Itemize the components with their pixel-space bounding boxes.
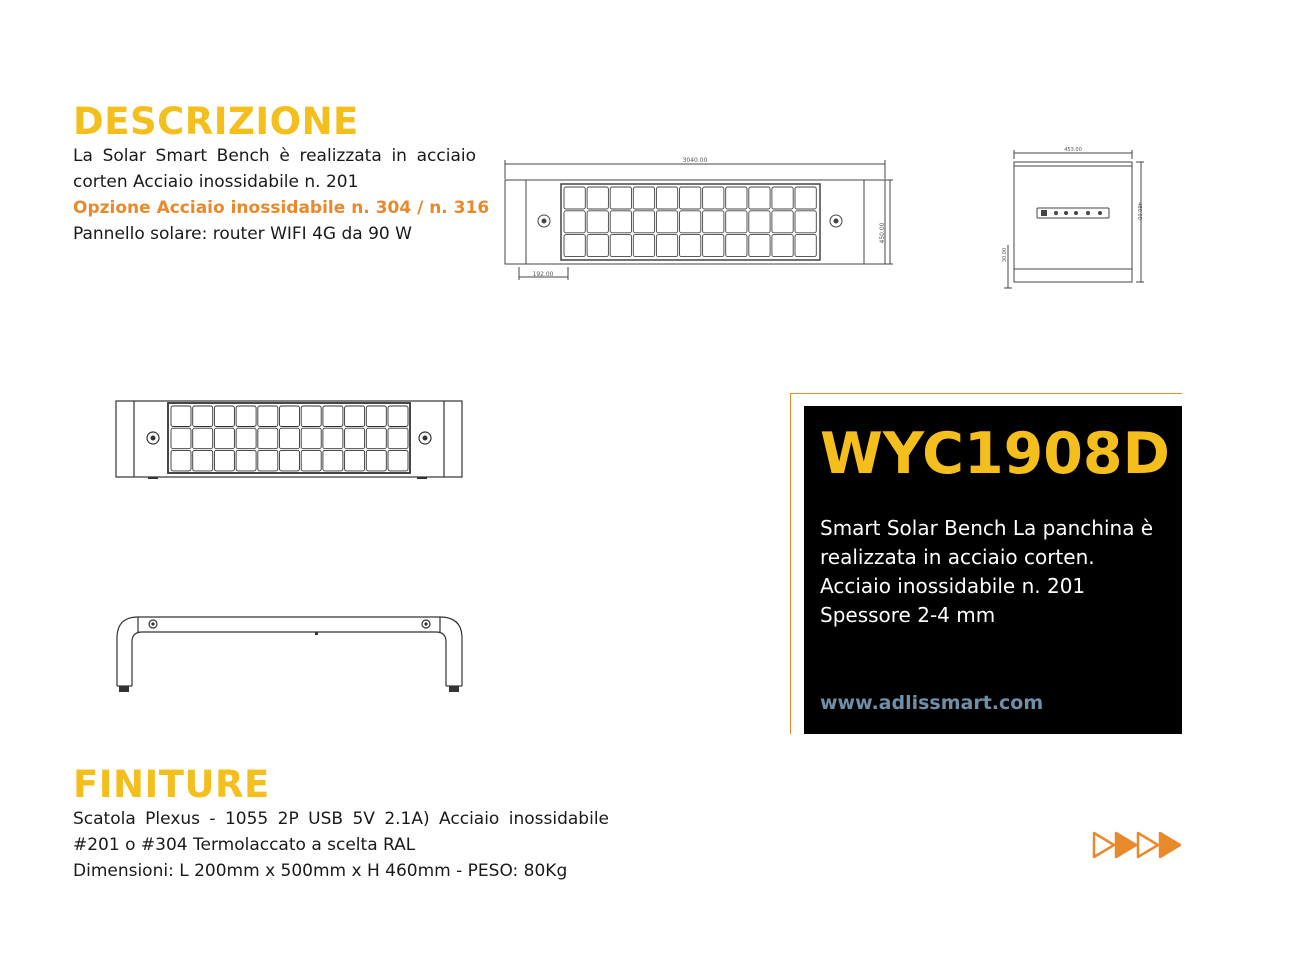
descrizione-heading: DESCRIZIONE <box>73 100 359 143</box>
solar-cell <box>193 428 213 449</box>
solar-cell <box>610 235 631 257</box>
solar-cell <box>795 235 816 257</box>
height-dimension: 450.00 <box>879 222 886 244</box>
solar-cell <box>345 406 365 427</box>
solar-cell <box>171 406 191 427</box>
solar-cell <box>587 235 608 257</box>
bench-top-view <box>112 396 467 481</box>
solar-cell <box>236 428 256 449</box>
solar-cell <box>703 187 724 209</box>
next-arrows-icon[interactable] <box>1092 830 1184 860</box>
offset-dimension: 192.00 <box>532 271 554 278</box>
solar-cell <box>301 450 321 471</box>
solar-cell <box>236 450 256 471</box>
solar-cell <box>633 187 654 209</box>
solar-cell <box>345 428 365 449</box>
solar-cell <box>366 450 386 471</box>
finiture-line-1: Scatola Plexus - 1055 2P USB 5V 2.1A) Acciaio inossidabile <box>73 809 609 829</box>
product-desc-line: Acciaio inossidabile n. 201 <box>820 574 1086 598</box>
descrizione-text <box>73 143 490 247</box>
website-link[interactable]: www.adlissmart.com <box>820 692 1044 714</box>
solar-cell <box>214 450 234 471</box>
solar-cell <box>772 211 793 233</box>
solar-cell <box>680 235 701 257</box>
solar-cell <box>280 428 300 449</box>
solar-cell <box>795 187 816 209</box>
side-height-dimension: 460.00 <box>1136 202 1142 220</box>
width-dimension: 3040.00 <box>682 157 708 164</box>
solar-cell <box>214 428 234 449</box>
product-code: WYC1908D <box>820 421 1170 487</box>
solar-cell <box>214 406 234 427</box>
solar-cell <box>280 406 300 427</box>
solar-cell <box>795 211 816 233</box>
solar-cell <box>564 211 585 233</box>
solar-cell <box>564 187 585 209</box>
solar-cell <box>610 187 631 209</box>
solar-cell <box>703 235 724 257</box>
bench-front-view <box>110 608 470 700</box>
finiture-text <box>73 806 609 884</box>
descrizione-line-1: La Solar Smart Bench è realizzata in acciaio <box>73 146 476 166</box>
solar-cell <box>193 406 213 427</box>
solar-cell <box>749 187 770 209</box>
solar-cell <box>587 187 608 209</box>
solar-panel-grid-large <box>171 406 408 471</box>
solar-cell <box>258 428 278 449</box>
solar-cell <box>633 235 654 257</box>
solar-cell <box>366 428 386 449</box>
solar-cell <box>258 450 278 471</box>
solar-cell <box>749 235 770 257</box>
solar-cell <box>366 406 386 427</box>
finiture-line-3: Dimensioni: L 200mm x 500mm x H 460mm - PESO: 80Kg <box>73 861 568 881</box>
solar-cell <box>610 211 631 233</box>
solar-cell <box>171 450 191 471</box>
solar-cell <box>388 406 408 427</box>
bench-side-drawing <box>1000 145 1150 290</box>
solar-cell <box>301 428 321 449</box>
solar-cell <box>680 187 701 209</box>
solar-cell <box>772 235 793 257</box>
solar-cell <box>323 450 343 471</box>
solar-cell <box>703 211 724 233</box>
side-width-dimension: 453.00 <box>1064 147 1082 153</box>
solar-cell <box>726 235 747 257</box>
solar-cell <box>656 211 677 233</box>
solar-cell <box>388 450 408 471</box>
solar-cell <box>236 406 256 427</box>
solar-cell <box>772 187 793 209</box>
solar-cell <box>258 406 278 427</box>
solar-cell <box>345 450 365 471</box>
solar-cell <box>193 450 213 471</box>
solar-cell <box>656 235 677 257</box>
solar-cell <box>323 428 343 449</box>
product-description <box>820 514 1170 630</box>
solar-cell <box>388 428 408 449</box>
solar-cell <box>726 211 747 233</box>
solar-cell <box>171 428 191 449</box>
bench-plan-drawing <box>500 155 895 285</box>
solar-cell <box>280 450 300 471</box>
finiture-heading: FINITURE <box>73 763 270 806</box>
solar-cell <box>749 211 770 233</box>
product-desc-line: Smart Solar Bench La panchina è <box>820 516 1154 540</box>
solar-cell <box>680 211 701 233</box>
solar-cell <box>726 187 747 209</box>
solar-cell <box>323 406 343 427</box>
descrizione-option: Opzione Acciaio inossidabile n. 304 / n. 316 <box>73 198 490 218</box>
solar-cell <box>564 235 585 257</box>
solar-cell <box>633 211 654 233</box>
product-desc-line: realizzata in acciaio corten. <box>820 545 1095 569</box>
descrizione-line-2: corten Acciaio inossidabile n. 201 <box>73 172 359 192</box>
descrizione-line-4: Pannello solare: router WIFI 4G da 90 W <box>73 224 412 244</box>
control-panel-icons <box>1041 210 1102 216</box>
finiture-line-2: #201 o #304 Termolaccato a scelta RAL <box>73 835 416 855</box>
solar-cell <box>656 187 677 209</box>
solar-cell <box>301 406 321 427</box>
solar-cell <box>587 211 608 233</box>
product-card <box>804 406 1182 734</box>
product-desc-line: Spessore 2-4 mm <box>820 603 996 627</box>
side-small-dimension: 30.00 <box>1002 247 1008 263</box>
solar-panel-grid <box>564 187 816 257</box>
